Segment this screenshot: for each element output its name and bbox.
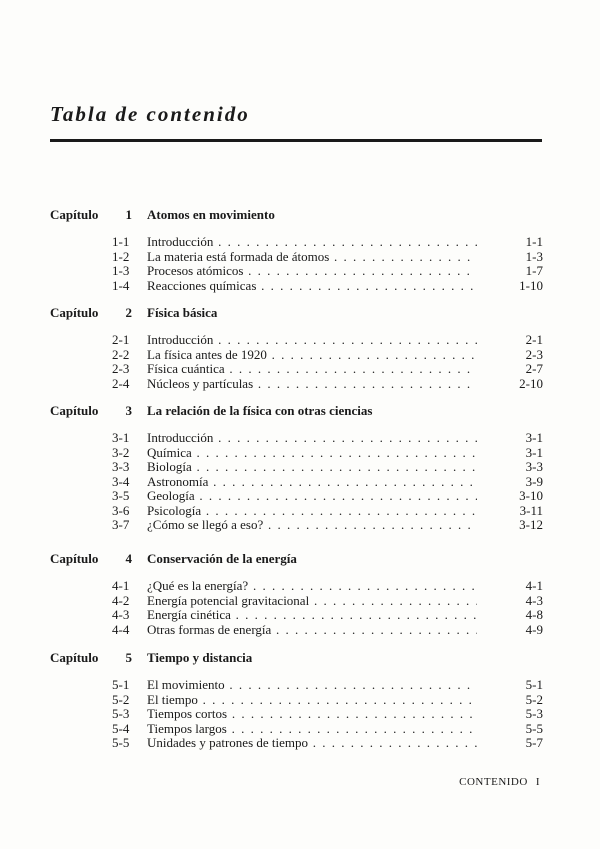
chapter-label: Capítulo bbox=[50, 650, 99, 665]
toc-entry[interactable] bbox=[0, 518, 600, 533]
section-title: La física antes de 1920 . . . bbox=[147, 348, 477, 363]
toc-entry[interactable] bbox=[0, 678, 600, 693]
section-title: Otras formas de energía . . . bbox=[147, 623, 477, 638]
section-number: 2-2 bbox=[112, 346, 130, 362]
section-number: 3-3 bbox=[112, 459, 130, 474]
toc-entry[interactable] bbox=[0, 235, 600, 250]
chapter-number: 3 bbox=[125, 403, 132, 418]
toc-entry[interactable] bbox=[0, 264, 600, 279]
section-title: El tiempo . . . bbox=[147, 693, 477, 708]
section-page: 5-1 bbox=[525, 677, 543, 692]
section-page: 2-3 bbox=[525, 346, 543, 362]
section-page: 5-3 bbox=[525, 706, 543, 721]
section-title: Núcleos y partículas . . . bbox=[147, 377, 477, 392]
page-footer bbox=[459, 776, 540, 788]
section-title: ¿Cómo se llegó a eso? . . . bbox=[147, 518, 477, 533]
chapter-3 bbox=[0, 403, 600, 533]
section-title: Física cuántica . . . bbox=[147, 362, 477, 377]
toc-entry[interactable] bbox=[0, 504, 600, 519]
toc-entry[interactable] bbox=[0, 693, 600, 708]
section-page: 3-1 bbox=[525, 444, 543, 460]
chapter-heading bbox=[0, 207, 600, 227]
section-number: 2-3 bbox=[112, 361, 130, 376]
chapter-heading bbox=[0, 650, 600, 670]
toc-entry[interactable] bbox=[0, 333, 600, 348]
toc-entry[interactable] bbox=[0, 348, 600, 363]
toc-entry[interactable] bbox=[0, 362, 600, 377]
chapter-title: La relación de la física con otras ciencias bbox=[147, 403, 373, 418]
section-number: 3-6 bbox=[112, 502, 130, 518]
chapter-title: Tiempo y distancia bbox=[147, 650, 253, 665]
section-title: Energía potencial gravitacional . . . bbox=[147, 594, 477, 609]
toc-entry[interactable] bbox=[0, 460, 600, 475]
toc-entry[interactable] bbox=[0, 608, 600, 623]
page-title: Tabla de contenido bbox=[50, 102, 250, 126]
section-number: 1-4 bbox=[112, 277, 130, 293]
section-page: 1-3 bbox=[525, 248, 543, 264]
section-title: Tiempos largos . . . bbox=[147, 722, 477, 737]
section-number: 3-1 bbox=[112, 430, 130, 445]
section-title: Biología . . . bbox=[147, 460, 477, 475]
section-title: ¿Qué es la energía? . . . bbox=[147, 579, 477, 594]
chapter-number: 1 bbox=[125, 207, 132, 222]
section-number: 4-4 bbox=[112, 621, 130, 637]
toc-entry[interactable] bbox=[0, 431, 600, 446]
chapter-2 bbox=[0, 305, 600, 391]
section-title: El movimiento . . . bbox=[147, 678, 477, 693]
toc-entry[interactable] bbox=[0, 594, 600, 609]
chapter-heading bbox=[0, 551, 600, 571]
section-page: 5-2 bbox=[525, 691, 543, 707]
chapter-number: 4 bbox=[125, 551, 132, 566]
section-number: 5-4 bbox=[112, 720, 130, 736]
section-page: 4-8 bbox=[525, 607, 543, 622]
section-number: 1-2 bbox=[112, 248, 130, 264]
toc-entry[interactable] bbox=[0, 475, 600, 490]
section-page: 5-7 bbox=[525, 735, 543, 750]
section-title: Reacciones químicas . . . bbox=[147, 279, 477, 294]
section-page: 4-3 bbox=[525, 592, 543, 608]
footer-page-number: I bbox=[535, 776, 540, 788]
chapter-heading bbox=[0, 403, 600, 423]
section-page: 2-7 bbox=[525, 361, 543, 376]
section-number: 5-2 bbox=[112, 691, 130, 707]
section-title: Introducción . . . bbox=[147, 235, 477, 250]
section-title: Introducción . . . bbox=[147, 431, 477, 446]
section-number: 5-3 bbox=[112, 706, 130, 721]
toc-entry[interactable] bbox=[0, 579, 600, 594]
title-rule bbox=[50, 139, 542, 142]
section-number: 1-1 bbox=[112, 234, 130, 249]
section-page: 3-3 bbox=[525, 459, 543, 474]
toc-entry[interactable] bbox=[0, 623, 600, 638]
section-number: 2-1 bbox=[112, 332, 130, 347]
section-title: Astronomía . . . bbox=[147, 475, 477, 490]
chapter-title: Conservación de la energía bbox=[147, 551, 297, 566]
toc-entry[interactable] bbox=[0, 446, 600, 461]
section-number: 4-2 bbox=[112, 592, 130, 608]
toc-entry[interactable] bbox=[0, 489, 600, 504]
section-page: 3-1 bbox=[525, 430, 543, 445]
section-page: 3-10 bbox=[519, 488, 543, 503]
section-page: 5-5 bbox=[525, 720, 543, 736]
section-page: 1-7 bbox=[525, 263, 543, 278]
toc-entry[interactable] bbox=[0, 377, 600, 392]
chapter-label: Capítulo bbox=[50, 305, 99, 320]
footer-label: CONTENIDO bbox=[459, 776, 528, 788]
toc-entry[interactable] bbox=[0, 707, 600, 722]
section-number: 3-7 bbox=[112, 517, 130, 532]
chapter-4 bbox=[0, 551, 600, 637]
toc-entry[interactable] bbox=[0, 279, 600, 294]
section-title: Energía cinética . . . bbox=[147, 608, 477, 623]
section-number: 4-1 bbox=[112, 578, 130, 593]
section-number: 5-5 bbox=[112, 735, 130, 750]
chapter-1 bbox=[0, 207, 600, 293]
section-title: Procesos atómicos . . . bbox=[147, 264, 477, 279]
chapter-title: Atomos en movimiento bbox=[147, 207, 275, 222]
chapter-title: Física básica bbox=[147, 305, 218, 320]
section-page: 2-1 bbox=[525, 332, 543, 347]
section-title: Psicología . . . bbox=[147, 504, 477, 519]
section-number: 3-5 bbox=[112, 488, 130, 503]
section-page: 2-10 bbox=[519, 375, 543, 391]
section-page: 1-1 bbox=[525, 234, 543, 249]
section-title: Geología . . . bbox=[147, 489, 477, 504]
section-number: 5-1 bbox=[112, 677, 130, 692]
toc-entry[interactable] bbox=[0, 250, 600, 265]
section-page: 4-9 bbox=[525, 621, 543, 637]
section-title: La materia está formada de átomos . . . bbox=[147, 250, 477, 265]
section-page: 1-10 bbox=[519, 277, 543, 293]
section-title: Unidades y patrones de tiempo . . . bbox=[147, 736, 477, 751]
section-number: 4-3 bbox=[112, 607, 130, 622]
section-page: 3-11 bbox=[519, 502, 543, 518]
section-title: Introducción . . . bbox=[147, 333, 477, 348]
section-number: 2-4 bbox=[112, 375, 130, 391]
chapter-label: Capítulo bbox=[50, 551, 99, 566]
section-number: 1-3 bbox=[112, 263, 130, 278]
section-title: Química . . . bbox=[147, 446, 477, 461]
section-number: 3-2 bbox=[112, 444, 130, 460]
chapter-heading bbox=[0, 305, 600, 325]
section-page: 3-9 bbox=[525, 473, 543, 489]
chapter-label: Capítulo bbox=[50, 207, 99, 222]
chapter-5 bbox=[0, 650, 600, 751]
toc-entry[interactable] bbox=[0, 722, 600, 737]
section-page: 4-1 bbox=[525, 578, 543, 593]
chapter-number: 5 bbox=[125, 650, 132, 665]
section-page: 3-12 bbox=[519, 517, 543, 532]
chapter-number: 2 bbox=[125, 305, 132, 320]
toc-entry[interactable] bbox=[0, 736, 600, 751]
chapter-label: Capítulo bbox=[50, 403, 99, 418]
section-number: 3-4 bbox=[112, 473, 130, 489]
section-title: Tiempos cortos . . . bbox=[147, 707, 477, 722]
